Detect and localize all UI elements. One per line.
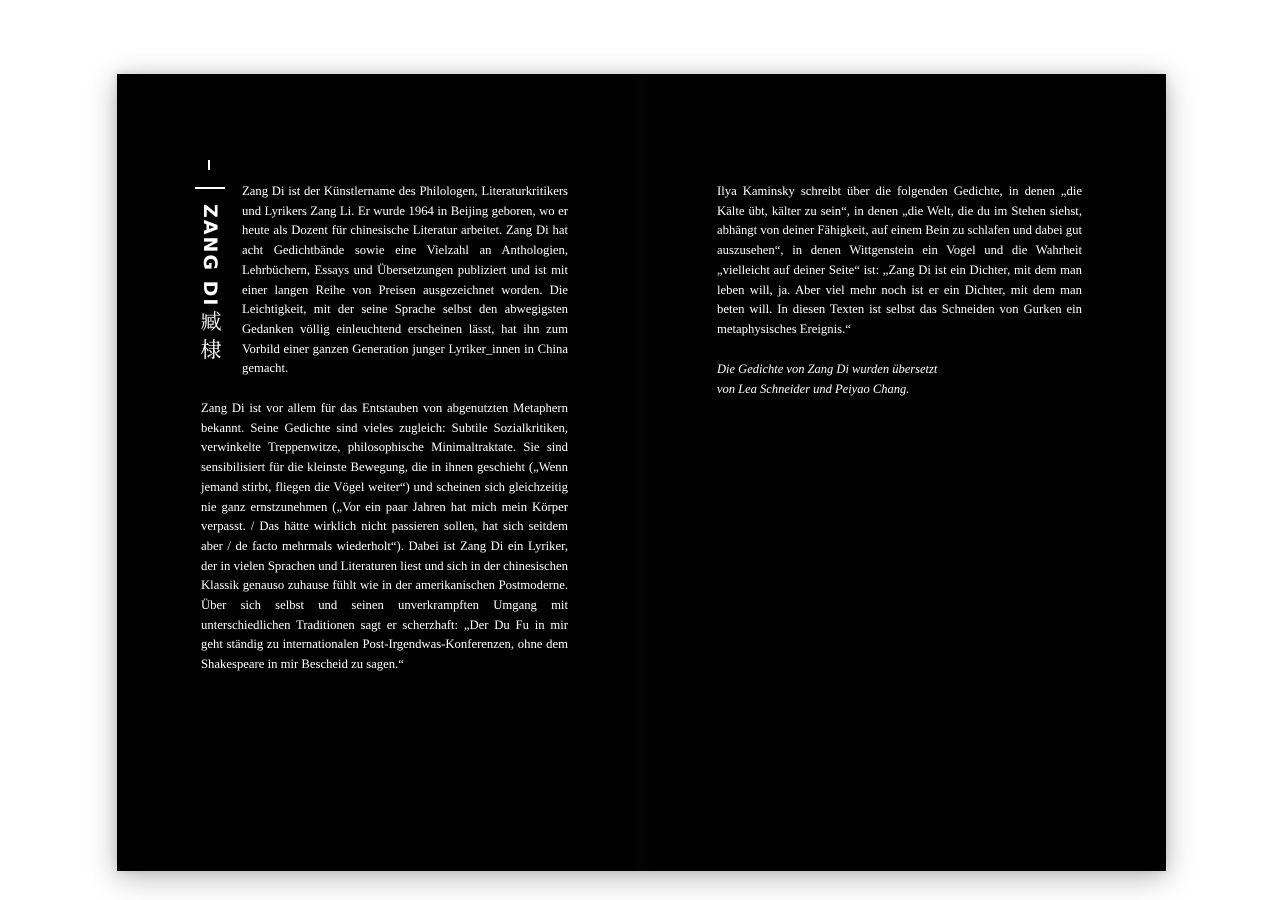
left-page: [117, 74, 641, 871]
bio-paragraph-1: Zang Di ist der Künstlername des Philologen, Literaturkritikers und Lyrikers Zang Li. Er wurde 1964 in Beijing geboren, wo er heute als Dozent für chinesische Literatur arbeitet. Zang Di hat acht Gedichtbände sowie eine Vielzahl an Anthologien, Lehrbüchern, Essays und Übersetzungen publiziert und ist mit einer langen Reihe von Preisen ausgezeichnet worden. Die Leichtigkeit, mit der seine Sprache selbst den abwegigsten Gedanken völlig einleuchtend erscheinen lässt, hat ihn zum Vorbild einer ganzen Generation junger Lyriker_innen in China gemacht.: [242, 184, 568, 376]
author-name-vertical: ZANG DI: [199, 204, 221, 308]
label-rule: [195, 187, 225, 189]
author-label: [195, 160, 225, 370]
bio-paragraph-2: Zang Di ist vor allem für das Entstauben von abgenutzten Metaphern bekannt. Seine Gedichte sind vieles zugleich: Subtile Sozialkritiken, verwinkelte Treppenwitze, philosophische Minimaltraktate. Sie sind sensibilisiert für die kleinste Bewegung, die in ihnen geschieht („Wenn jemand stirbt, fliegen die Vögel weiter“) und scheinen sich gleichzeitig nie ganz ernstzunehmen („Vor ein paar Jahren hat mich mein Körper verpasst. / Das hätte wirklich nicht passieren sollen, hat sich seitdem aber / de facto mehrmals wiederholt“). Dabei ist Zang Di ein Lyriker, der in vielen Sprachen und Literaturen liest und sich in der chinesischen Klassik genauso zuhause fühlt wie in der amerikanischen Postmoderne. Über sich selbst und seinen unverkrampften Umgang mit unterschiedlichen Traditionen sagt er scherzhaft: „Der Du Fu in mir geht ständig zu internationalen Post-Irgendwas-Konferenzen, ohne dem Shakespeare in mir Bescheid zu sagen.“: [201, 401, 568, 672]
translation-credits: [717, 360, 1082, 399]
quote-paragraph: Ilya Kaminsky schreibt über die folgenden Gedichte, in denen „die Kälte übt, kälter zu sein“, in denen „die Welt, die du im Stehen siehst, abhängt von deiner Fähigkeit, auf einem Bein zu schlafen und dabei gut auszusehen“, in denen Wittgenstein ein Vogel und die Wahrheit „vielleicht auf deiner Seite“ ist: „Zang Di ist ein Dichter, mit dem man leben will, ja. Aber viel mehr noch ist er ein Dichter, mit dem man beten will. In diesen Texten ist selbst das Schneiden von Gurken ein metaphysisches Ereignis.“: [717, 184, 1083, 336]
book-spread: [117, 74, 1166, 871]
right-page: [641, 74, 1166, 871]
author-name-chinese: 臧棣: [200, 310, 222, 362]
section-number-mark: [208, 160, 210, 170]
credits-line-1: Die Gedichte von Zang Di wurden übersetzt: [717, 362, 938, 376]
credits-line-2: von Lea Schneider und Peiyao Chang.: [717, 381, 910, 396]
